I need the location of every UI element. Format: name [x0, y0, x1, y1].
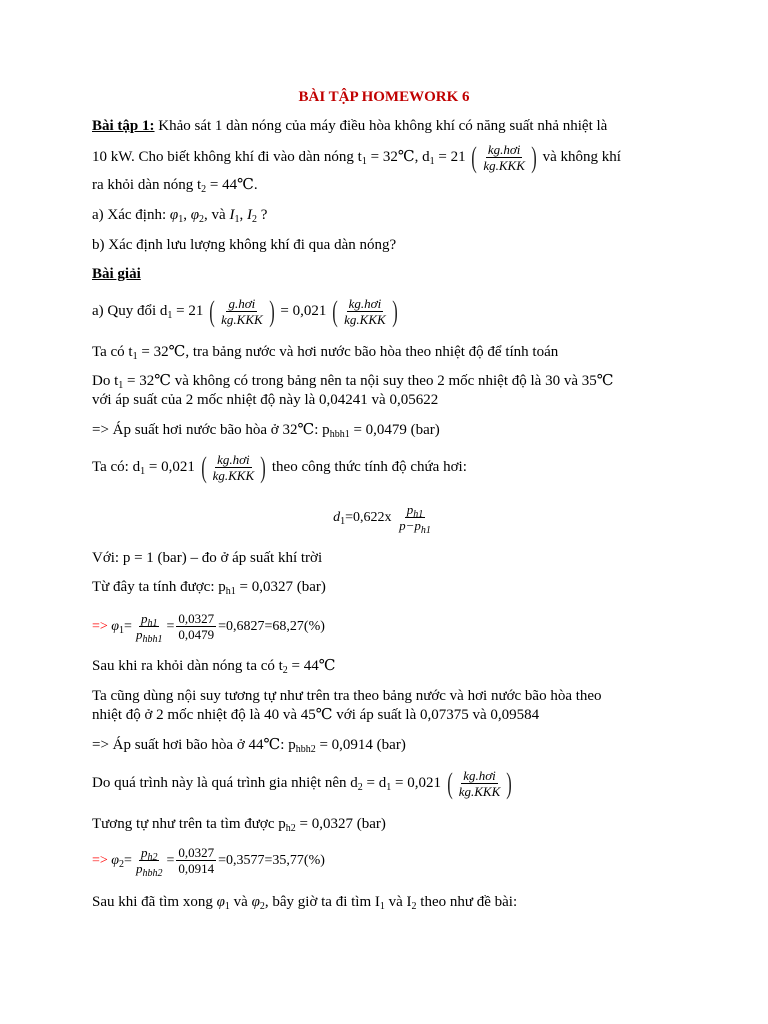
- convert-line: a) Quy đổi $d_1 = 21$ ( $\frac{\text{g.hơi}}{\text{kg.KKK}}$ ) = 0,021 ( $\frac{\text{kg.hơi}}{\text{kg.KKK}}$ ): [92, 294, 398, 328]
- problem-label: Bài tập 1:: [92, 118, 155, 134]
- document-title: BÀI TẬP HOMEWORK 6: [298, 89, 470, 105]
- interp-line-2: với áp suất của 2 mốc nhiệt độ này là 0,04241 và 0,05622: [92, 392, 439, 408]
- interp-line-3: Ta cũng dùng nội suy tương tự như trên tra theo bảng nước và hơi nước bão hòa theo: [92, 688, 602, 704]
- phi2-equation: => $\varphi_2=$ $\frac{p_{h2}}{p_{hbh2}}$ = $\frac{0,0327}{0,0914}$ =0,3577=35,77(%): [92, 845, 325, 880]
- final-line: Sau khi đã tìm xong $\varphi_1$ và $\varphi_2$, bây giờ ta đi tìm $I_1$ và $I_2$ theo như đề bài:: [92, 894, 518, 912]
- phi1-equation: => $\varphi_1=$ $\frac{p_{h1}}{p_{hbh1}}$ = $\frac{0,0327}{0,0479}$ =0,6827=68,27(%): [92, 611, 325, 646]
- interp-line-4: nhiệt độ ở 2 mốc nhiệt độ là 40 và 45℃ với áp suất là 0,07375 và 0,09584: [92, 707, 540, 723]
- p-line: Với: p = 1 (bar) – đo ở áp suất khí trời: [92, 550, 323, 566]
- psat1-line: => Áp suất hơi nước bão hòa ở 32℃: $p_{hbh1} = 0,0479$ (bar): [92, 422, 440, 440]
- problem-line-1: Bài tập 1: Khảo sát 1 dàn nóng của máy điều hòa không khí có năng suất nhả nhiệt là: [92, 118, 608, 134]
- question-b: b) Xác định lưu lượng không khí đi qua dàn nóng?: [92, 237, 397, 253]
- humidity-formula: $d_1=0,622x$ $\frac{p_{h1}}{p-p_{h1}}$: [333, 502, 431, 537]
- ph2-line: Tương tự như trên ta tìm được $p_{h2} = 0,0327$ (bar): [92, 816, 386, 834]
- t1-line: Ta có $t_1$ = 32℃, tra bảng nước và hơi nước bão hòa theo nhiệt độ để tính toán: [92, 344, 559, 362]
- d1-line: Ta có: $d_1 = 0,021$ ( $\frac{\text{kg.hơi}}{\text{kg.KKK}}$ ) theo công thức tính độ chứa hơi:: [92, 450, 467, 484]
- ph1-line: Từ đây ta tính được: $p_{h1} = 0,0327$ (bar): [92, 579, 326, 597]
- problem-line-2: 10 kW. Cho biết không khí đi vào dàn nóng $t_1$ = 32℃, $d_1 = 21$ ( $\frac{\text{kg.hơi}}{\text{kg.KKK}}$ ) và không khí: [92, 140, 621, 174]
- d2-line: Do quá trình này là quá trình gia nhiệt nên $d_2 = d_1 = 0,021$ ( $\frac{\text{kg.hơi}}{\text{kg.KKK}}$ ): [92, 766, 513, 800]
- question-a: a) Xác định: $\varphi_1$, $\varphi_2$, và $I_1$, $I_2$ ?: [92, 207, 268, 225]
- t2-line: Sau khi ra khỏi dàn nóng ta có $t_2$ = 44℃: [92, 658, 336, 676]
- psat2-line: => Áp suất hơi bão hòa ở 44℃: $p_{hbh2} = 0,0914$ (bar): [92, 737, 406, 755]
- problem-line-3: ra khỏi dàn nóng $t_2$ = 44℃.: [92, 177, 258, 195]
- solution-heading: Bài giải: [92, 266, 141, 282]
- interp-line-1: Do $t_1$ = 32℃ và không có trong bảng nên ta nội suy theo 2 mốc nhiệt độ là 30 và 35℃: [92, 373, 614, 391]
